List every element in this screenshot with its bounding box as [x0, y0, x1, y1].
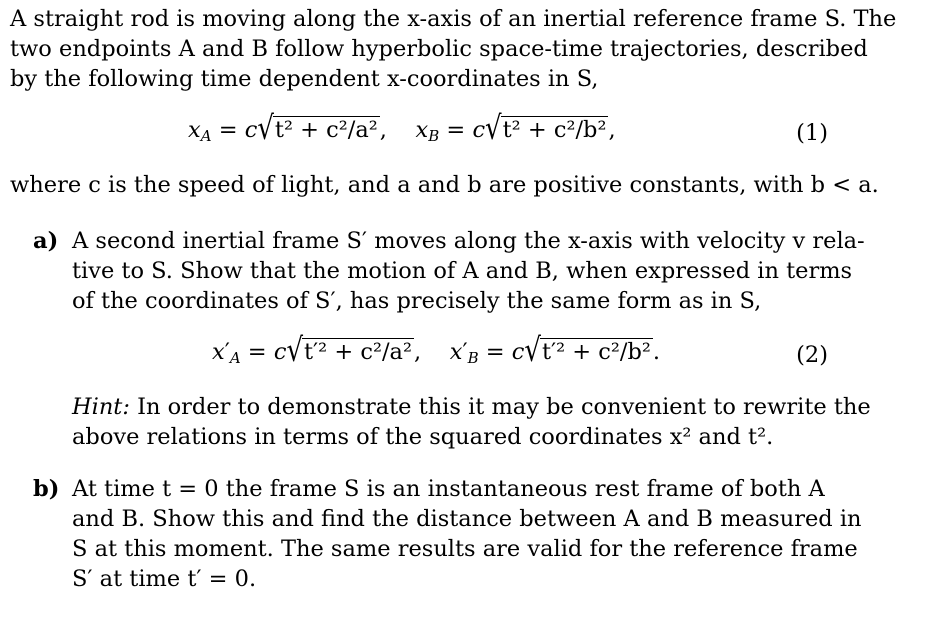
part-b-line-4: S′ at time t′ = 0. [72, 566, 257, 592]
intro-line-1: A straight rod is moving along the x-axis of an inertial reference frame S. The [10, 6, 897, 32]
radicand-a-prime: t′² + c²/a² [304, 339, 412, 365]
where-line: where c is the speed of light, and a and b are positive constants, with b < a. [10, 172, 879, 198]
equation-2-number: (2) [796, 342, 828, 368]
part-b-line-1: At time t = 0 the frame S is an instantaneous rest frame of both A [72, 476, 825, 502]
part-a-label: a) [33, 228, 59, 254]
part-b-line-3: S at this moment. The same results are valid for the reference frame [72, 536, 858, 562]
hint-line-1 [72, 396, 871, 419]
part-b-line-2: and B. Show this and find the distance between A and B measured in [72, 506, 862, 532]
radicand-a: t² + c²/a² [274, 117, 378, 143]
hint-text-1: In order to demonstrate this it may be convenient to rewrite the [137, 394, 871, 420]
equation-1: $x_A = c√t^2 + c^2/a^2$, $x_B = c√t^2 + c^2/b^2$, [188, 110, 616, 148]
equation-1-number: (1) [796, 120, 828, 146]
intro-line-2: two endpoints A and B follow hyperbolic space-time trajectories, described [10, 36, 868, 62]
part-a-line-3: of the coordinates of S′, has precisely the same form as in S, [72, 288, 762, 314]
hint-label: Hint: [72, 394, 130, 420]
part-a-line-2: tive to S. Show that the motion of A and B, when expressed in terms [72, 258, 853, 284]
radicand-b: t² + c²/b² [502, 117, 607, 143]
intro-line-3: by the following time dependent x-coordinates in S, [10, 66, 599, 92]
equation-2: $x'_A = c√t'^2 + c^2/a^2$, $x'_B = c√t'^2 + c^2/b^2$. [212, 332, 661, 370]
hint-line-2: above relations in terms of the squared coordinates x² and t². [72, 424, 774, 450]
part-a-line-1: A second inertial frame S′ moves along the x-axis with velocity v rela- [72, 228, 865, 254]
radicand-b-prime: t′² + c²/b² [541, 339, 651, 365]
part-b-label: b) [33, 476, 60, 502]
